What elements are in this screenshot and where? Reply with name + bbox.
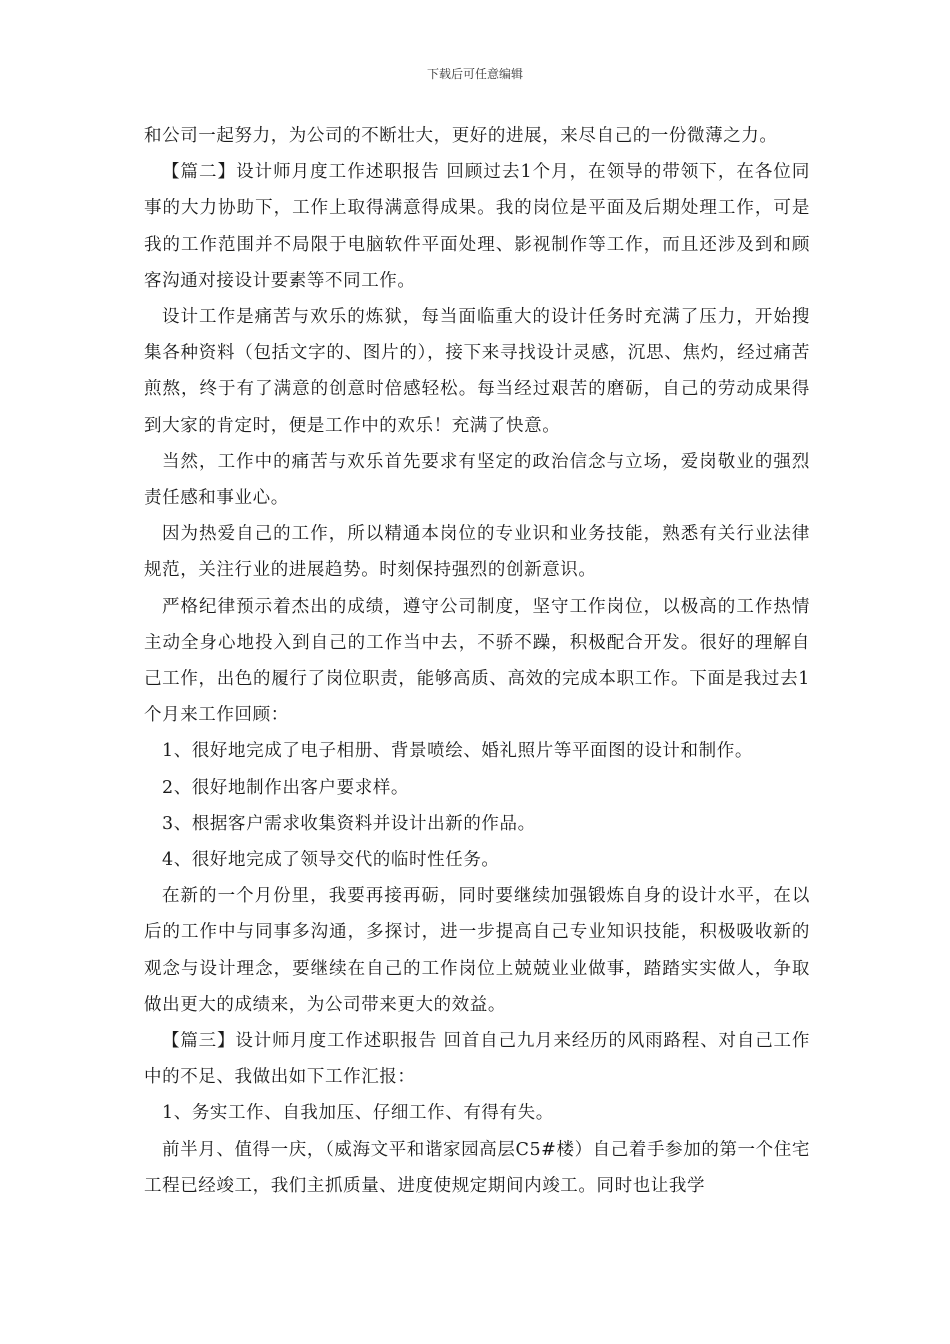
paragraph: 严格纪律预示着杰出的成绩，遵守公司制度，坚守工作岗位，以极高的工作热情主动全身心地投入到自己的工作当中去，不骄不躁，积极配合开发。很好的理解自己工作，出色的履行了岗位职责，能够高质、高效的完成本职工作。下面是我过去1个月来工作回顾： — [144, 596, 810, 726]
list-item: 3、根据客户需求收集资料并设计出新的作品。 — [162, 813, 536, 834]
list-item: 4、很好地完成了领导交代的临时性任务。 — [162, 850, 500, 871]
document-body — [144, 118, 810, 1204]
paragraph: 【篇二】设计师月度工作述职报告 回顾过去1个月，在领导的带领下，在各位同事的大力协助下，工作上取得满意得成果。我的岗位是平面及后期处理工作，可是我的工作范围并不局限于电脑软件平面处理、影视制作等工作，而且还涉及到和顾客沟通对接设计要素等不同工作。 — [144, 162, 810, 291]
paragraph: 因为热爱自己的工作，所以精通本岗位的专业识和业务技能，熟悉有关行业法律规范，关注行业的进展趋势。时刻保持强烈的创新意识。 — [144, 524, 810, 581]
paragraph: 设计工作是痛苦与欢乐的炼狱，每当面临重大的设计任务时充满了压力，开始搜集各种资料（包括文字的、图片的），接下来寻找设计灵感，沉思、焦灼，经过痛苦煎熬，终于有了满意的创意时倍感轻松。每当经过艰苦的磨砺，自己的劳动成果得到大家的肯定时，便是工作中的欢乐！充满了快意。 — [144, 307, 810, 436]
list-item: 2、很好地制作出客户要求样。 — [162, 777, 410, 798]
page-header-note: 下载后可任意编辑 — [426, 67, 523, 81]
paragraph: 在新的一个月份里，我要再接再砺，同时要继续加强锻炼自身的设计水平，在以后的工作中与同事多沟通，多探讨，进一步提高自己专业知识技能，积极吸收新的观念与设计理念，要继续在自己的工作岗位上兢兢业业做事，踏踏实实做人，争取做出更大的成绩来，为公司带来更大的效益。 — [144, 886, 810, 1015]
paragraph: 和公司一起努力，为公司的不断壮大，更好的进展，来尽自己的一份微薄之力。 — [144, 126, 778, 146]
paragraph: 前半月、值得一庆，（威海文平和谐家园高层C5#楼）自己着手参加的第一个住宅工程已经竣工，我们主抓质量、进度使规定期间内竣工。同时也让我学 — [144, 1139, 810, 1196]
list-item: 1、很好地完成了电子相册、背景喷绘、婚礼照片等平面图的设计和制作。 — [162, 741, 753, 762]
paragraph: 【篇三】设计师月度工作述职报告 回首自己九月来经历的风雨路程、对自己工作中的不足、我做出如下工作汇报： — [144, 1031, 810, 1088]
paragraph: 当然，工作中的痛苦与欢乐首先要求有坚定的政治信念与立场，爱岗敬业的强烈责任感和事业心。 — [144, 451, 810, 509]
list-item: 1、务实工作、自我加压、仔细工作、有得有失。 — [162, 1103, 554, 1124]
